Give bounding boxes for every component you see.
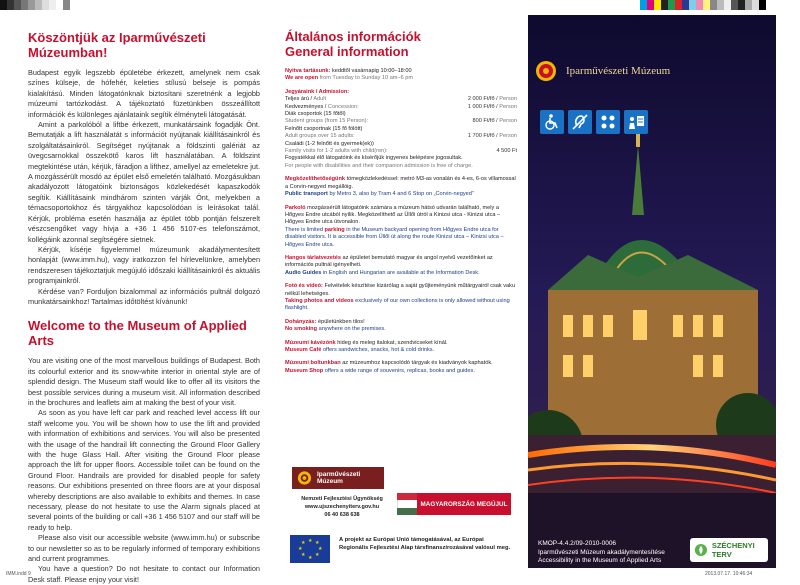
transport-hu: tömegközlekedéssel: metró M3-as vonalán és 4-es, 6-os villamossal a Corvin-negyed megállóig.: [285, 176, 516, 190]
cover-logo: [534, 59, 670, 83]
szechenyi-leaf-icon: [694, 542, 708, 558]
free-admission-hu: Fogyatékkal élő látogatóink és kísérőjük ingyenes belépésre jogosultak.: [285, 155, 463, 162]
project-info: [538, 540, 665, 566]
accessibility-icons: [540, 110, 648, 134]
braille-icon: [596, 110, 620, 134]
parking-info: [285, 205, 517, 249]
cover-logo-text: Iparművészeti Múzeum: [566, 65, 671, 77]
cafe-label: Múzeumi kávézónk: [285, 339, 336, 346]
cover-panel: [528, 15, 776, 568]
title-en: General information: [285, 44, 409, 59]
wheelchair-icon: [540, 110, 564, 134]
szechenyi-text: SZÉCHENYI TERV: [711, 541, 755, 559]
museum-emblem-icon: [296, 469, 313, 487]
project-title-hu: Iparművészeti Múzeum akadálymentesítése: [538, 548, 665, 556]
smoke-en: anywhere on the premises.: [318, 326, 386, 333]
hours-en: from Tuesday to Sunday 10 am–6 pm: [319, 75, 414, 82]
cafe-hu: hideg és meleg italokat, szendvicseket kínál.: [337, 339, 448, 346]
hu-paragraph: Amint a parkolóból a liftbe érkezett, munkatársaink fogadják Önt. Bemutatják a lift használatát s információt nyújtanak kiállításainkról és szolgáltatásainkról. Segítséget nyújtanak a földszinti galériát az üvegcsarnokkal összekötő karos lift használatában. A földszint megtekintése után, kérjük, fáradjon a lifthez, amellyel az emeletekre jut. A mozgássérült mosdó az épület első emeletén található. Mozgásukban akadályozott látogatóink biztonságos közlekedését kapaszkodók segítik. Kiállításaink mindhárom szinten várják Önt, melyekben a témacsoportokhoz és tárgyakhoz kapcsolódóan is leírásokat talál. Kérjük, probléma esetén használja az épület több pontján felszerelt vészcsengőket vagy hívja a +36 1 456 5107-es telefonszámot, kollégáink azonnal segítségére sietnek.: [28, 120, 261, 244]
ticket-row: [285, 104, 517, 111]
audio-en-label: Audio Guides: [285, 269, 322, 276]
welcome-panel: [28, 15, 261, 584]
audio-label: Hangos tárlatvezetés: [285, 254, 341, 261]
museum-night-photo: [528, 15, 776, 568]
admission-label: Jegyáraink / Admission:: [285, 88, 350, 95]
ticket-hu: Diák csoportok (15 főtől): [285, 111, 346, 118]
eu-funding-text: A projekt az Európai Unió támogatásával, az Európai Regionális Fejlesztési Alap társfinanszírozásával valósul meg.: [339, 537, 511, 551]
cafe-info: [285, 340, 517, 355]
ticket-price: 4 500 Ft: [496, 148, 517, 155]
registration-bar-right: [640, 0, 766, 10]
en-paragraph: As soon as you have left car park and reached level access lift our staff welcome you. You will be shown how to use the lift and provided with information of exhibitions and services. You will also be presented with the usage of the handrail lift connecting the Ground Floor Gallery with the huge Glass Hall. After visiting the Ground Floor please approach the lift for upper floors. Accessible toilet can be found on the Ground Floor. Handrails are provided for disabled people for safety reasons. Our exhibitions presented on three floors are at your disposal whereby descriptions are also available to exhibits and themes. In case necessary, please do not hesitate to use the Alarm signals placed at several points of the building or call +36 1 456 5107 and our staff will be ready to help.: [28, 408, 260, 532]
project-code: KMOP-4.4.2/09-2010-0006: [538, 540, 617, 547]
ticket-hu: Családi (1-2 felnőtt és gyermek(ek)): [285, 140, 374, 147]
szechenyi-terv-badge: [690, 538, 768, 562]
ticket-price: 1 700 Ft/fő /: [467, 133, 498, 140]
parking-en-keyword: parking: [324, 226, 345, 233]
hu-paragraph: Kérjük, kísérje figyelemmel múzeumunk akadálymentesített honlapját (www.imm.hu), vagy iratkozzon fel hírlevelünkre, amelyben rendszeresen tájékoztatjuk megújuló időszaki kiállításainkról és aktuális programjainkról.: [28, 244, 260, 286]
en-welcome-title: Welcome to the Museum of Applied Arts: [28, 318, 247, 349]
photo-info: [285, 283, 517, 313]
ticket-price: 2 000 Ft/fő /: [467, 96, 498, 103]
audio-hu: az épületet bemutató magyar és angol nyelvű vezetőinket az információs pultnál igényelheti.: [285, 254, 493, 269]
en-paragraph: You are visiting one of the most marvellous buildings of Budapest. Both its colourful exterior and its snow-white interior in oriental style are of splendid design. The Museum staff would like to offer all its visitors the best possible services during a museum visit. All information described in the brochures and leaflets aim at making the best of your visit.: [28, 356, 260, 407]
registration-bar-left: [0, 0, 70, 10]
photo-label: Fotó és videó:: [285, 283, 323, 290]
smoking-info: [285, 319, 517, 334]
shop-en-label: Museum Shop: [285, 367, 324, 374]
hours-hu: keddtől vasárnapig 10:00–18:00: [331, 68, 412, 74]
ticket-en: Adult groups over 15 adults:: [285, 133, 355, 140]
agency-url: www.ujszechenyiterv.gov.hu: [304, 504, 380, 510]
smoke-label: Dohányzás:: [285, 318, 317, 325]
ticket-unit: Person: [499, 103, 517, 110]
en-paragraph: You have a question? Do not hesitate to contact our Information Desk staff. Please enjoy your visit!: [28, 564, 260, 584]
smoke-hu: épületünkben tilos!: [317, 318, 365, 325]
ticket-row: [285, 133, 517, 140]
hu-paragraph: Kérdése van? Forduljon bizalommal az információs pultnál dolgozó munkatársainkhoz! Tartalmas időtöltést kívánunk!: [28, 286, 260, 306]
shop-label: Múzeumi boltunkban: [285, 360, 341, 367]
smoke-en-label: No smoking: [285, 326, 318, 333]
ticket-row: [285, 148, 517, 155]
museum-emblem-icon: [534, 59, 558, 83]
agency-phone: 06 40 638 638: [324, 512, 360, 518]
footer-logo-text: Iparművészeti Múzeum: [316, 471, 361, 485]
hu-welcome-title: Köszöntjük az Iparművészeti Múzeumban!: [28, 30, 206, 60]
parking-hu: mozgássérült látogatóink számára a múzeum hátsó udvarán található, mely a Hőgyes Endre utcából nyílik. Megközelíthető az Üllői útról a Kinizsi utca - Kinizsi utca – Hőgyes Endre utca útvonalon.: [285, 204, 501, 226]
ticket-row: [285, 111, 517, 118]
ticket-en: Concession:: [327, 103, 359, 110]
ticket-hu: Teljes árú /: [285, 96, 313, 103]
general-info-panel: [285, 15, 517, 568]
hours-en-label: We are open: [285, 75, 319, 82]
parking-en: in the Museum backyard opening from Hőgyes Endre utca for disabled visitors. It is accessible from Üllői út along the route Kinizsi utca – Kinizsi utca – Hőgyes Endre utca.: [285, 226, 504, 248]
ticket-row: [285, 141, 517, 148]
cafe-en: offers sandwiches, snacks, hot & cold drinks.: [322, 347, 435, 353]
shop-hu: az múzeumhoz kapcsolódó tárgyak és kiadványok kaphatók.: [342, 360, 493, 367]
ticket-en: Adult: [313, 96, 327, 103]
ticket-hu: Kedvezményes /: [285, 103, 327, 110]
shop-info: [285, 360, 517, 375]
ticket-price: 1 000 Ft/fő /: [467, 103, 498, 110]
print-mark-left: IMM.indd 9: [6, 571, 31, 577]
en-paragraph: Please also visit our accessible website (www.imm.hu) or subscribe to our newsletter so as to be regularly informed of temporary exhibitions and current programmes.: [28, 533, 260, 564]
hearing-icon: [568, 110, 592, 134]
opening-hours: [285, 68, 517, 83]
ticket-en: Student groups (from 15 Person):: [285, 118, 369, 125]
title-hu: Általános információk: [285, 29, 421, 44]
ticket-unit: Person: [499, 118, 517, 125]
general-info-title: [285, 29, 517, 59]
free-admission-en: For people with disabilities and their companion admission is free of charge.: [285, 162, 473, 169]
hungarian-flag-icon: [397, 493, 417, 515]
transport-en-label: Public transport: [285, 191, 328, 198]
transport-en: by Metro 3, also by Tram 4 and 6 Stop on „Corvin-negyed”: [329, 191, 474, 198]
megujul-badge: [397, 493, 511, 515]
agency-name: Nemzeti Fejlesztési Ügynökség: [301, 496, 383, 502]
project-title-en: Accessibility in the Museum of Applied Arts: [538, 557, 662, 564]
ticket-unit: Person: [499, 96, 517, 103]
cafe-en-label: Museum Café: [285, 347, 322, 353]
photo-hu: Felvételek készítése kizárólag a saját gyűjteményünk műtárgyairól csak vaku nélkül lehetséges.: [285, 283, 516, 297]
photo-en-label: Taking photos and videos: [285, 297, 354, 304]
ticket-row: [285, 96, 517, 103]
ticket-en: Family visits for 1-2 adults with child(ren):: [285, 148, 388, 155]
megujul-text: MAGYARORSZÁG MEGÚJUL: [417, 493, 511, 515]
ticket-hu: Felnőtt csoportnak (15 fő fölött): [285, 125, 363, 132]
ticket-row: [285, 126, 517, 133]
agency-info: [288, 495, 396, 519]
print-mark-right: 2013.07.17. 10:46:34: [705, 571, 753, 577]
transport-info: [285, 176, 517, 198]
photo-en: exclusively of our own collections is only allowed without using flashlight.: [285, 297, 510, 312]
audio-guide-info: [285, 255, 517, 277]
parking-label: Parkoló: [285, 204, 306, 211]
museum-footer-logo: [292, 467, 384, 489]
shop-en: offers a wide range of souvenirs, replicas, books and guides.: [324, 367, 475, 374]
audio-en: in English and Hungarian are available at the Information Desk.: [322, 269, 480, 276]
eu-flag-icon: ★ ★ ★ ★ ★ ★ ★ ★: [290, 535, 330, 563]
ticket-price: 800 Ft/fő /: [472, 118, 498, 125]
transport-label: Megközelíthetőségünk: [285, 176, 345, 183]
hours-hu-label: Nyitva tartásunk:: [285, 68, 331, 74]
admission-table: [285, 89, 517, 170]
ticket-unit: Person: [499, 133, 517, 140]
hu-paragraph: Budapest egyik legszebb épületébe érkezett, amelynek nem csak színes külseje, de hófehér, keleties stílusú belseje is pompás kialakítású. Minden látogatónknak biztosítani szeretnénk a legjobb múzeumi tartózkodást. A tájékoztató füzetünkben összeállított információk és különleges ajánlataink segítik élményteli látogatását.: [28, 68, 260, 119]
cognitive-icon: [624, 110, 648, 134]
ticket-row: [285, 118, 517, 125]
parking-en: There is limited: [285, 226, 323, 233]
